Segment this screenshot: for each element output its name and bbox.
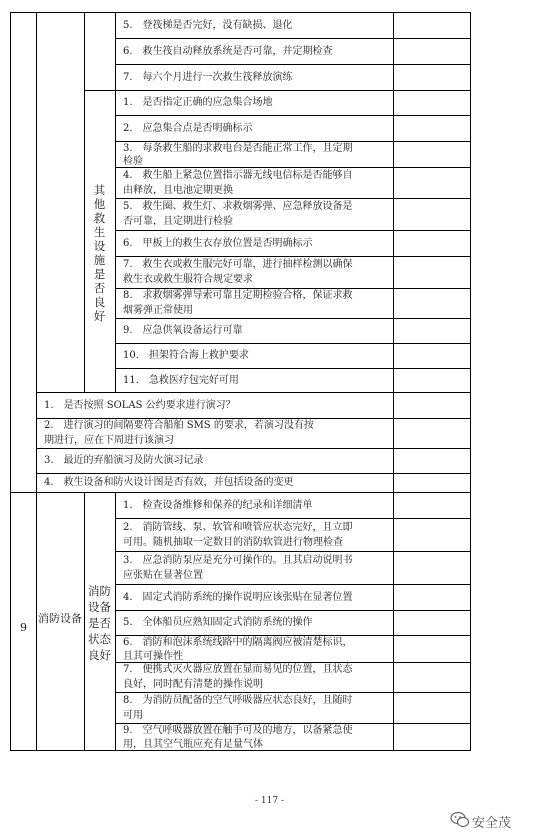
wechat-logo-icon [450,811,470,829]
group-label-other-lifesaving [84,183,115,323]
fire-equipment-item [123,551,389,584]
item-text-line: 2. 进行演习的间隔要符合船舶 SMS 的要求，若演习没有按 [44,420,314,431]
fire-equipment-item [123,584,389,610]
grid-line [470,12,471,750]
watermark-text: 安全茂 [472,816,512,831]
drill-item [44,448,389,473]
item-text-line: 应张贴在显著位置 [123,569,203,581]
item-text-line: 救生衣或救生服符合规定要求 [123,274,253,285]
checklist-item [123,38,389,64]
item-text-line: 3. 最近的弃船演习及防火演习记录 [44,455,204,466]
item-text-line: 检验 [123,156,143,167]
fire-equipment-item [123,635,389,662]
item-text-line: 10. 担架符合海上救护要求 [123,350,249,361]
item-text-line: 1. 是否指定正确的应急集合场地 [123,97,273,108]
item-text-line: 5. 登筏梯是否完好，没有缺损、退化 [123,19,293,31]
item-text-line: 1. 检查设备维修和保养的纪录和详细清单 [123,499,313,511]
grid-line [10,750,471,751]
checklist-item [123,288,389,318]
checklist-item [123,230,389,256]
drill-item [44,473,389,492]
label-char: 其 [93,183,106,197]
checklist-item [123,12,389,38]
label-char: 是否 [88,616,111,630]
checklist-item [123,167,389,198]
fire-equipment-item [123,492,389,518]
grid-line [393,12,394,750]
item-text-line: 可用。随机抽取一定数目的消防软管进行物理检查 [123,536,343,548]
section9-name [36,611,84,627]
label-char: 良 [93,295,106,309]
item-text-line: 4. 救生设备和防火设计图是否有效，并包括设备的变更 [44,477,294,488]
item-text-line: 2. 消防管线、泵、软管和喷管应状态完好，且立即 [123,521,353,533]
item-text-line: 4. 救生船上紧急位置指示器无线电信标是否能够自 [123,169,353,181]
label-char: 设 [93,239,106,253]
item-text-line: 11. 急救医疗包完好可用 [123,374,239,386]
label-char: 好 [93,309,106,323]
item-text-line: 6. 甲板上的救生衣存放位置是否明确标示 [123,237,313,249]
label-char: 设备 [88,600,111,614]
label-char: 良好 [88,648,111,662]
grid-line [36,12,37,750]
grid-line [115,12,116,392]
checklist-item [123,343,389,368]
label-char: 生 [93,225,106,239]
label-char: 施 [93,253,106,267]
checklist-item [123,318,389,343]
item-text-line: 1. 是否按照 SOLAS 公约要求进行演习？ [44,399,236,411]
item-text-line: 4. 固定式消防系统的操作说明应该张贴在显著位置 [123,591,353,603]
page-number: - 117 - [255,796,284,806]
fire-equipment-item [123,610,389,635]
label-char: 状态 [88,632,111,646]
checklist-item [123,368,389,392]
item-text-line: 5. 全体船员应熟知固定式消防系统的操作 [123,617,313,628]
item-text-line: 8. 为消防员配备的空气呼吸器应状态良好，且随时 [123,694,353,706]
item-text-line: 5. 救生圈、救生灯、求救烟雾弹、应急释放设备是 [123,201,353,212]
checklist-item [123,256,389,288]
drill-item [44,392,389,418]
item-text-line: 否可靠，且定期进行检验 [123,216,233,227]
item-text-line: 9. 应急供氧设备运行可靠 [123,325,243,336]
label-char: 否 [93,281,106,295]
drill-item [44,418,389,448]
item-text-line: 7. 便携式灭火器应放置在显而易见的位置，且状态 [123,664,353,675]
item-text-line: 良好，同时配有清楚的操作说明 [123,679,263,690]
label-char: 消防设 [38,612,71,625]
label-char: 救 [93,211,106,225]
label-char: 消防 [88,584,111,598]
checklist-item [123,90,389,115]
checklist-item [123,198,389,230]
fire-equipment-item [123,723,389,750]
grid-line [10,12,11,750]
item-text-line: 3. 应急消防泵应是充分可操作的。且其启动说明书 [123,554,353,566]
fire-equipment-item [123,692,389,723]
item-text-line: 6. 消防和泡沫系统线路中的隔离阀应被清楚标识， [123,637,353,648]
fire-equipment-item [123,518,389,551]
item-text-line: 2. 应急集合点是否明确标示 [123,122,253,134]
item-text-line: 7. 每六个月进行一次救生筏释放演练 [123,71,293,83]
label-char: 备 [71,612,82,625]
item-text-line: 8. 求救烟雾弹导索可靠且定期检验合格，保证求救 [123,290,353,301]
item-text-line: 可用 [123,709,143,721]
item-text-line: 用，且其空气瓶应充有足量气体 [123,738,263,750]
checklist-item [123,115,389,141]
fire-equipment-item [123,662,389,692]
item-text-line: 6. 救生筏自动释放系统是否可靠，并定期检查 [123,45,333,57]
item-text-line: 烟雾弹正常使用 [123,305,193,316]
item-text-line: 9. 空气呼吸器放置在触手可及的地方，以备紧急使 [123,725,353,736]
item-text-line: 期进行，应在下周进行该演习 [44,435,174,446]
checklist-item [123,141,389,167]
item-text-line: 3. 每条救生船的求救电台是否能正常工作，且定期 [123,143,353,154]
label-char: 他 [93,197,106,211]
section9-sub-label [84,583,115,663]
item-text-line: 由释放，且电池定期更换 [123,184,233,196]
grid-line [115,492,116,750]
item-text-line: 且其可操作性 [123,650,183,662]
item-text-line: 7. 救生衣或救生服完好可靠，进行抽样检测以确保 [123,259,353,270]
section9-number: 9 [20,621,27,634]
label-char: 是 [93,267,106,281]
checklist-item [123,64,389,90]
